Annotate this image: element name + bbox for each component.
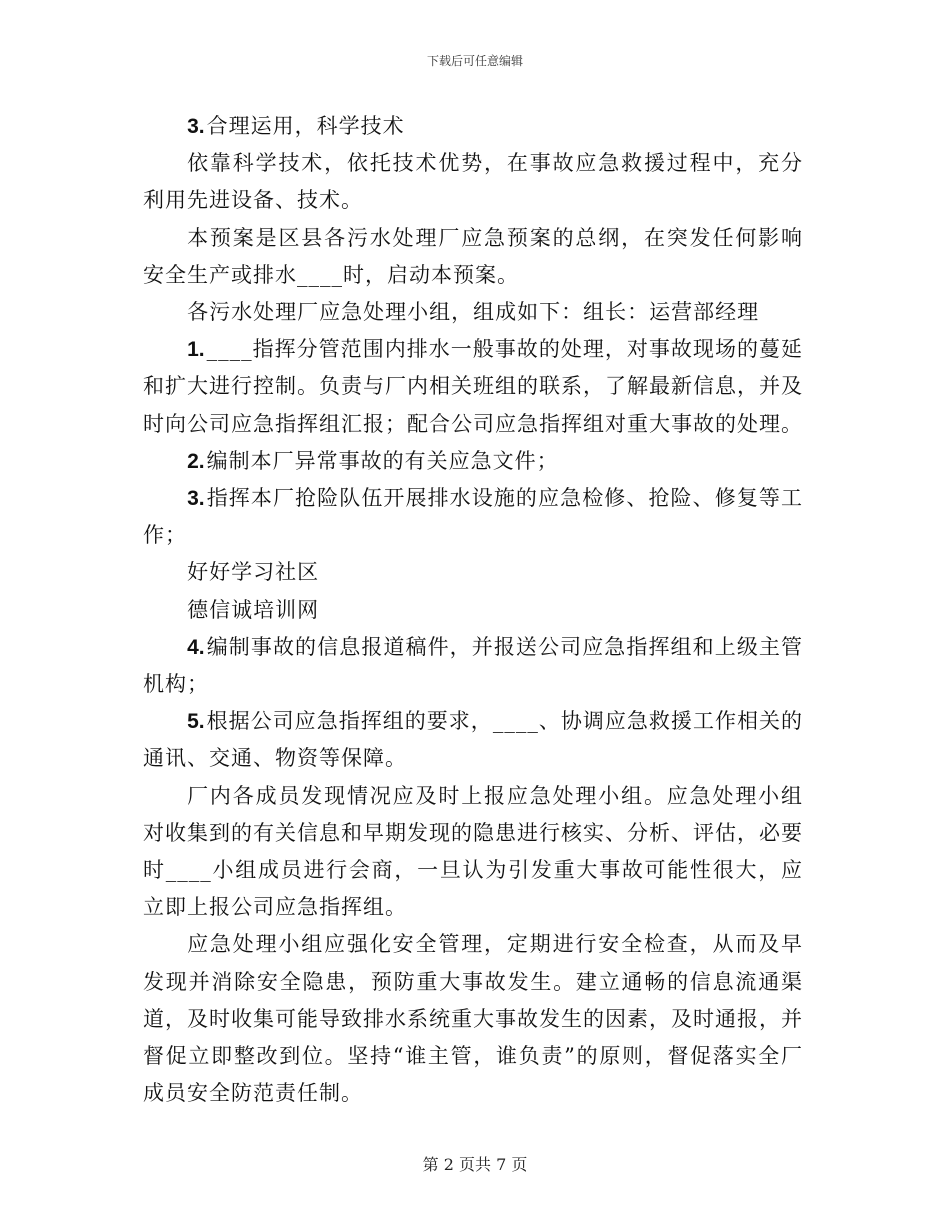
paragraph-text: 根据公司应急指挥组的要求，____、协调应急救援工作相关的通讯、交通、物资等保障。 <box>143 709 803 771</box>
numbered-item <box>143 703 803 777</box>
section-heading <box>143 108 803 145</box>
paragraph-text: 德信诚培训网 <box>187 597 320 622</box>
item-number: 4. <box>187 635 205 659</box>
paragraph-text: 合理运用，科学技术 <box>206 114 405 138</box>
paragraph-text: 厂内各成员发现情况应及时上报应急处理小组。应急处理小组对收集到的有关信息和早期发现的隐患进行核实、分析、评估，必要时____小组成员进行会商，一旦认为引发重大事故可能性很大，应立即上报公司应急指挥组。 <box>143 783 803 920</box>
item-number: 5. <box>187 710 205 734</box>
item-number: 2. <box>187 449 205 473</box>
item-number: 3. <box>187 115 205 138</box>
watermark-text-line <box>143 554 803 591</box>
paragraph <box>143 220 803 294</box>
numbered-item <box>143 480 803 554</box>
paragraph <box>143 294 803 331</box>
page-number: 第 2 页共 7 页 <box>422 1155 528 1174</box>
paragraph-text: 编制本厂异常事故的有关应急文件； <box>206 448 559 473</box>
numbered-item <box>143 629 803 703</box>
document-body <box>143 108 803 1112</box>
paragraph <box>143 145 803 219</box>
paragraph-text: 本预案是区县各污水处理厂应急预案的总纲，在突发任何影响安全生产或排水____时，启动本预案。 <box>143 225 803 287</box>
paragraph-text: 应急处理小组应强化安全管理，定期进行安全检查，从而及早发现并消除安全隐患，预防重大事故发生。建立通畅的信息流通渠道，及时收集可能导致排水系统重大事故发生的因素，及时通报，并督促立即整改到位。坚持“谁主管，谁负责”的原则，督促落实全厂成员安全防范责任制。 <box>143 932 803 1106</box>
paragraph <box>143 778 803 927</box>
paragraph-text: 指挥本厂抢险队伍开展排水设施的应急检修、抢险、修复等工作； <box>143 486 803 548</box>
paragraph-text: 依靠科学技术，依托技术优势，在事故应急救援过程中，充分利用先进设备、技术。 <box>143 151 803 213</box>
watermark-text-line <box>143 592 803 629</box>
paragraph <box>143 926 803 1112</box>
item-number: 3. <box>187 487 205 511</box>
paragraph-text: ____指挥分管范围内排水一般事故的处理，对事故现场的蔓延和扩大进行控制。负责与厂内相关班组的联系，了解最新信息，并及时向公司应急指挥组汇报；配合公司应急指挥组对重大事故的处理。 <box>143 337 803 436</box>
item-number: 1. <box>187 338 205 362</box>
numbered-item <box>143 443 803 480</box>
paragraph-text: 各污水处理厂应急处理小组，组成如下：组长：运营部经理 <box>187 300 760 325</box>
page-header-note: 下载后可任意编辑 <box>426 54 523 68</box>
numbered-item <box>143 331 803 443</box>
paragraph-text: 编制事故的信息报道稿件，并报送公司应急指挥组和上级主管机构； <box>143 634 803 697</box>
paragraph-text: 好好学习社区 <box>187 560 320 585</box>
